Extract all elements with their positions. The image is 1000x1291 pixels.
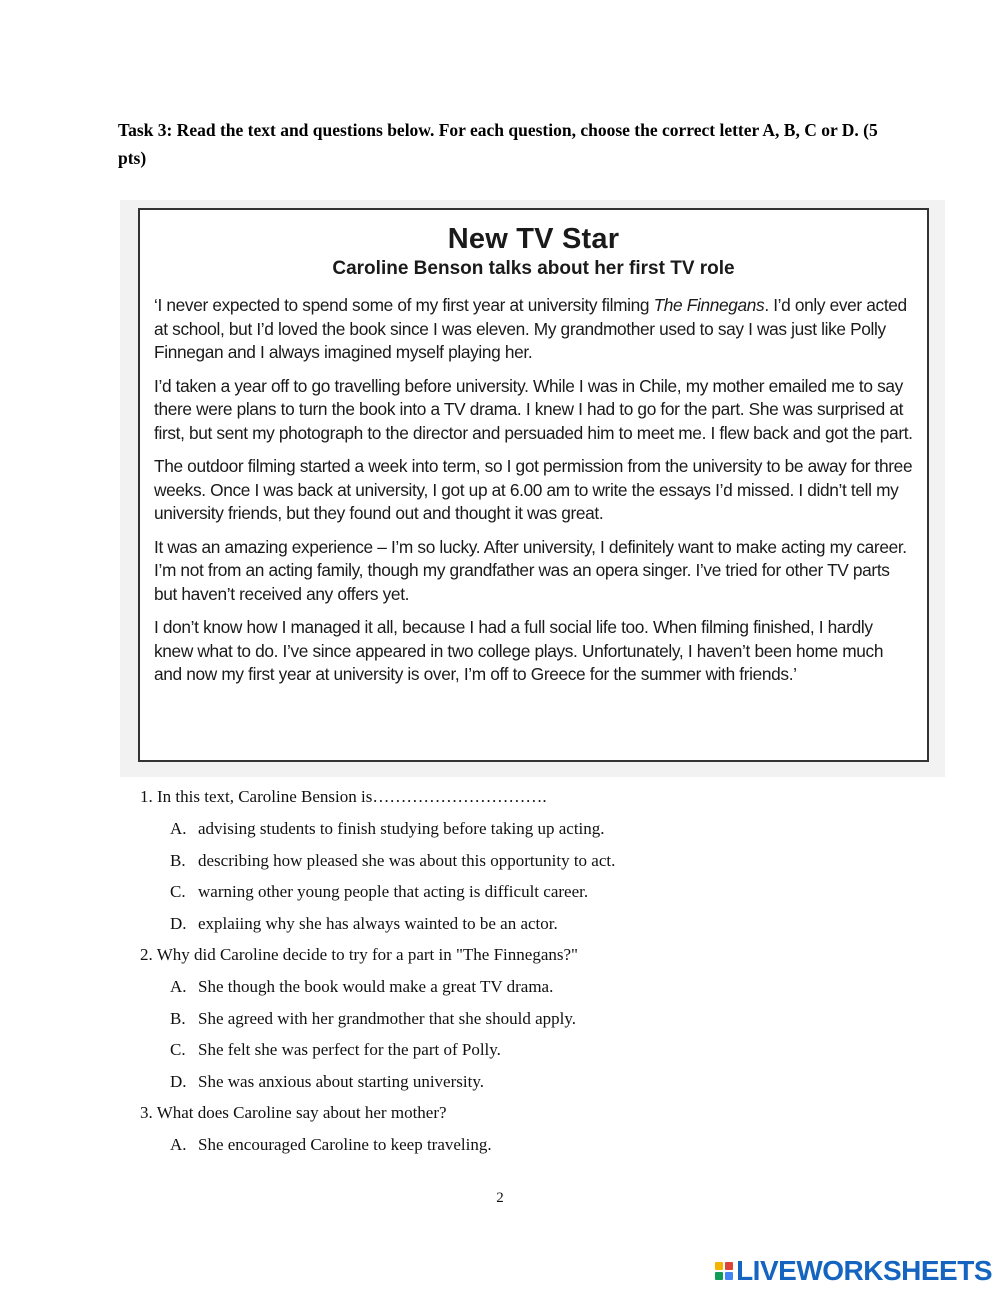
option-2b[interactable] xyxy=(170,1007,900,1031)
option-list xyxy=(140,817,900,936)
option-2c[interactable] xyxy=(170,1038,900,1062)
article-scan xyxy=(120,200,945,777)
article-paragraph-3: The outdoor filming started a week into term, so I got permission from the university to be away for three weeks. Once I was back at university, I got up at 6.00 am to write the essays I’d missed. I didn’t tell my university friends, but they found out and thought it was great. xyxy=(154,456,913,523)
option-text: She felt she was perfect for the part of Polly. xyxy=(198,1040,501,1059)
article-paragraph-2: I’d taken a year off to go travelling before university. While I was in Chile, my mother emailed me to say there were plans to turn the book into a TV drama. I knew I had to go for the part. She was surprised at first, but sent my photograph to the director and persuaded him to meet me. I flew back and got the part. xyxy=(154,375,913,443)
article-paragraph-1 xyxy=(154,294,913,365)
logo-block xyxy=(715,1262,723,1270)
option-letter: C. xyxy=(170,1040,186,1059)
option-text: She though the book would make a great TV drama. xyxy=(198,977,554,996)
question-stem: 2. Why did Caroline decide to try for a part in "The Finnegans?" xyxy=(140,945,578,964)
article-body xyxy=(140,282,927,687)
p1-after: . I’d only ever acted at school, but I’d loved the book since I was eleven. My grandmother used to say I was just like Polly Finnegan and I always imagined myself playing her. xyxy=(154,295,907,362)
question-1 xyxy=(140,785,900,936)
article-box xyxy=(138,208,929,762)
option-1b[interactable] xyxy=(170,849,900,873)
article-subtitle: Caroline Benson talks about her first TV role xyxy=(332,258,735,279)
option-text: warning other young people that acting is difficult career. xyxy=(198,882,589,901)
book-title: The Finnegans xyxy=(653,295,765,315)
question-3 xyxy=(140,1101,900,1157)
option-list xyxy=(140,1133,900,1157)
option-2d[interactable] xyxy=(170,1070,900,1094)
option-text: describing how pleased she was about this opportunity to act. xyxy=(198,850,616,870)
logo-block xyxy=(725,1272,733,1280)
option-1d[interactable] xyxy=(170,912,900,936)
question-stem: 3. What does Caroline say about her mother? xyxy=(140,1103,447,1122)
article-title: New TV Star xyxy=(447,223,620,255)
option-3a[interactable] xyxy=(170,1133,900,1157)
option-text: explaiing why she has always wainted to be an actor. xyxy=(198,913,558,933)
article-paragraph-5: I don’t know how I managed it all, because I had a full social life too. When filming finished, I hardly knew what to do. I’ve since appeared in two college plays. Unfortunately, I haven’t been home much and now my first year at university is over, I’m off to Greece for the summer with friends.’ xyxy=(154,617,884,684)
logo-block xyxy=(715,1272,723,1280)
question-stem: 1. In this text, Caroline Bension is…………………………. xyxy=(140,787,547,806)
option-2a[interactable] xyxy=(170,975,900,999)
option-letter: A. xyxy=(170,819,187,838)
task-heading: Task 3: Read the text and questions below. For each question, choose the correct letter A, B, C or D. (5 pts) xyxy=(118,120,878,168)
option-letter: D. xyxy=(170,913,187,933)
option-letter: B. xyxy=(170,1008,186,1028)
question-2 xyxy=(140,943,900,1094)
article-paragraph-4: It was an amazing experience – I’m so lucky. After university, I definitely want to make acting my career. I’m not from an acting family, though my grandfather was an opera singer. I’ve tried for other TV parts but haven’t received any offers yet. xyxy=(154,536,907,604)
logo-blocks-icon xyxy=(715,1262,733,1280)
option-letter: A. xyxy=(170,1135,187,1154)
option-text: She agreed with her grandmother that she should apply. xyxy=(198,1008,576,1028)
page-number: 2 xyxy=(496,1190,504,1206)
option-1a[interactable] xyxy=(170,817,900,841)
questions-list xyxy=(140,785,900,1165)
option-letter: B. xyxy=(170,850,186,870)
option-1c[interactable] xyxy=(170,880,900,904)
option-text: She encouraged Caroline to keep traveling. xyxy=(198,1135,492,1154)
option-list xyxy=(140,975,900,1094)
logo-text: LIVEWORKSHEETS xyxy=(736,1255,992,1286)
logo-block xyxy=(725,1262,733,1270)
option-letter: D. xyxy=(170,1071,187,1091)
p1-before: ‘I never expected to spend some of my first year at university filming xyxy=(154,295,654,315)
liveworksheets-logo[interactable] xyxy=(715,1256,992,1286)
option-letter: A. xyxy=(170,977,187,996)
option-text: advising students to finish studying before taking up acting. xyxy=(198,819,605,838)
option-letter: C. xyxy=(170,882,186,901)
option-text: She was anxious about starting university. xyxy=(198,1071,484,1091)
